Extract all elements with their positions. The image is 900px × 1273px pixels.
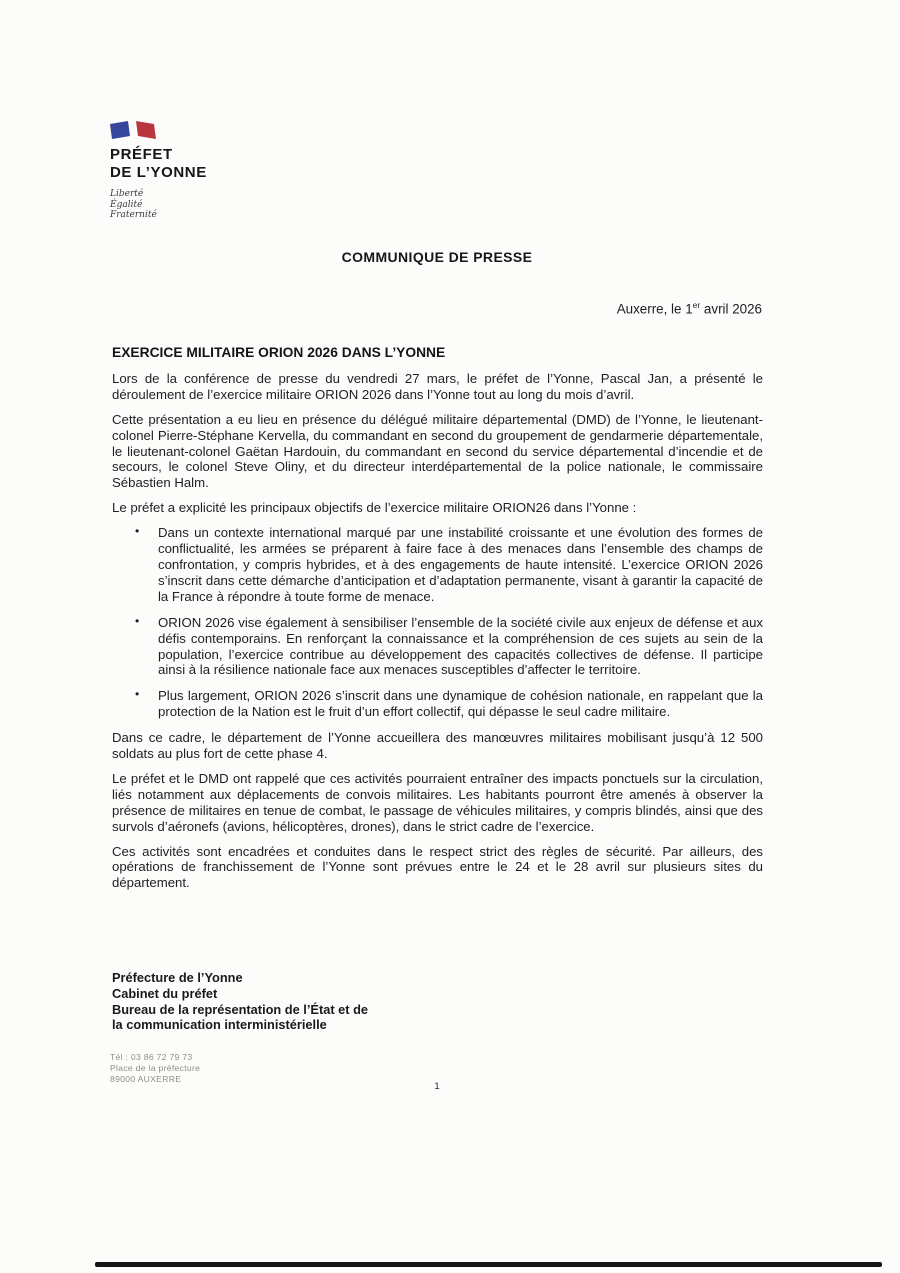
dateline-suffix: avril 2026 [700, 301, 762, 317]
article-heading: EXERCICE MILITAIRE ORION 2026 DANS L’YONNE [112, 345, 446, 360]
republic-motto [110, 189, 207, 221]
paragraph: Cette présentation a eu lieu en présence du délégué militaire départemental (DMD) de l’Yonne, le lieutenant-colonel Pierre-Stéphane Kervella, du commandant en second du groupement de gendarmerie départementale, le lieutenant-colonel Gaëtan Hardouin, du commandant en second du service départemental d’incendie et de secours, le colonel Steve Oliny, et du directeur interdépartemental de la police nationale, le commissaire Sébastien Halm. [112, 411, 763, 491]
signature-line: Bureau de la représentation de l’État et de [112, 1001, 369, 1017]
french-flag-icon [110, 121, 156, 141]
list-item: • ORION 2026 vise également à sensibiliser l’ensemble de la société civile aux enjeux de défense et aux défis contemporains. En renforçant la connaissance et la compréhension de ces sujets au sein de la population, l’exercice contribue au développement des capacités collectives de défense. Il participe ainsi à la résilience nationale face aux menaces susceptibles d’affecter le territoire. [135, 615, 763, 679]
contact-address: Place de la préfecture [110, 1063, 201, 1073]
letterhead [110, 121, 207, 221]
signature-line: la communication interministérielle [112, 1017, 327, 1033]
letterhead-line2: DE L’YONNE [110, 164, 207, 181]
paragraph: Lors de la conférence de presse du vendredi 27 mars, le préfet de l’Yonne, Pascal Jan, a présenté le déroulement de l’exercice militaire ORION 2026 dans l’Yonne tout au long du mois d’avril. [112, 370, 763, 402]
dateline-prefix: Auxerre, le 1 [616, 301, 693, 317]
scan-artifact-line [95, 1262, 882, 1267]
motto-egalite: Égalité [110, 199, 143, 210]
signature-line: Préfecture de l’Yonne [112, 970, 243, 985]
dateline-ordinal: er [692, 300, 701, 310]
paragraph: Le préfet et le DMD ont rappelé que ces activités pourraient entraîner des impacts ponctuels sur la circulation, liés notamment aux déplacements de convois militaires. Les habitants pourront être amenés à observer la présence de militaires en tenue de combat, le passage de véhicules militaires, y compris blindés, ainsi que des survols d’aéronefs (avions, hélicoptères, drones), dans le strict cadre de l’exercice. [112, 770, 763, 834]
dateline [112, 300, 762, 316]
objectives-list [112, 525, 763, 720]
signature-line: Cabinet du préfet [112, 985, 218, 1001]
page-number: 1 [434, 1081, 440, 1092]
motto-liberte: Liberté [110, 189, 144, 199]
paragraph: Le préfet a explicité les principaux objectifs de l’exercice militaire ORION26 dans l’Yonne : [112, 500, 637, 516]
contact-phone: Tél : 03 86 72 79 73 [110, 1052, 193, 1062]
list-item: • Dans un contexte international marqué par une instabilité croissante et une évolution des formes de conflictualité, les armées se préparent à faire face à des menaces dans l’ensemble des champs de confrontation, y compris hybrides, et à des engagements de haute intensité. L’exercice ORION 2026 s’inscrit dans cette démarche d’anticipation et d’adaptation permanente, visant à garantir la capacité de la France à répondre à toute forme de menace. [135, 525, 763, 605]
paragraph: Ces activités sont encadrées et conduites dans le respect strict des règles de sécurité. Par ailleurs, des opérations de franchissement de l’Yonne sont prévues entre le 24 et le 28 avril sur plusieurs sites du département. [112, 843, 763, 891]
document-body [112, 345, 763, 900]
motto-fraternite: Fraternité [110, 210, 157, 220]
list-item: • Plus largement, ORION 2026 s’inscrit dans une dynamique de cohésion nationale, en rappelant que la protection de la Nation est le fruit d’un effort collectif, qui dépasse le seul cadre militaire. [135, 688, 763, 720]
paragraph: Dans ce cadre, le département de l’Yonne accueillera des manœuvres militaires mobilisant jusqu’à 12 500 soldats au plus fort de cette phase 4. [112, 730, 763, 762]
contact-city: 89000 AUXERRE [110, 1074, 182, 1084]
signature-block [112, 970, 368, 1033]
letterhead-line1: PRÉFET [110, 146, 173, 163]
press-release-title: COMMUNIQUE DE PRESSE [341, 249, 533, 265]
